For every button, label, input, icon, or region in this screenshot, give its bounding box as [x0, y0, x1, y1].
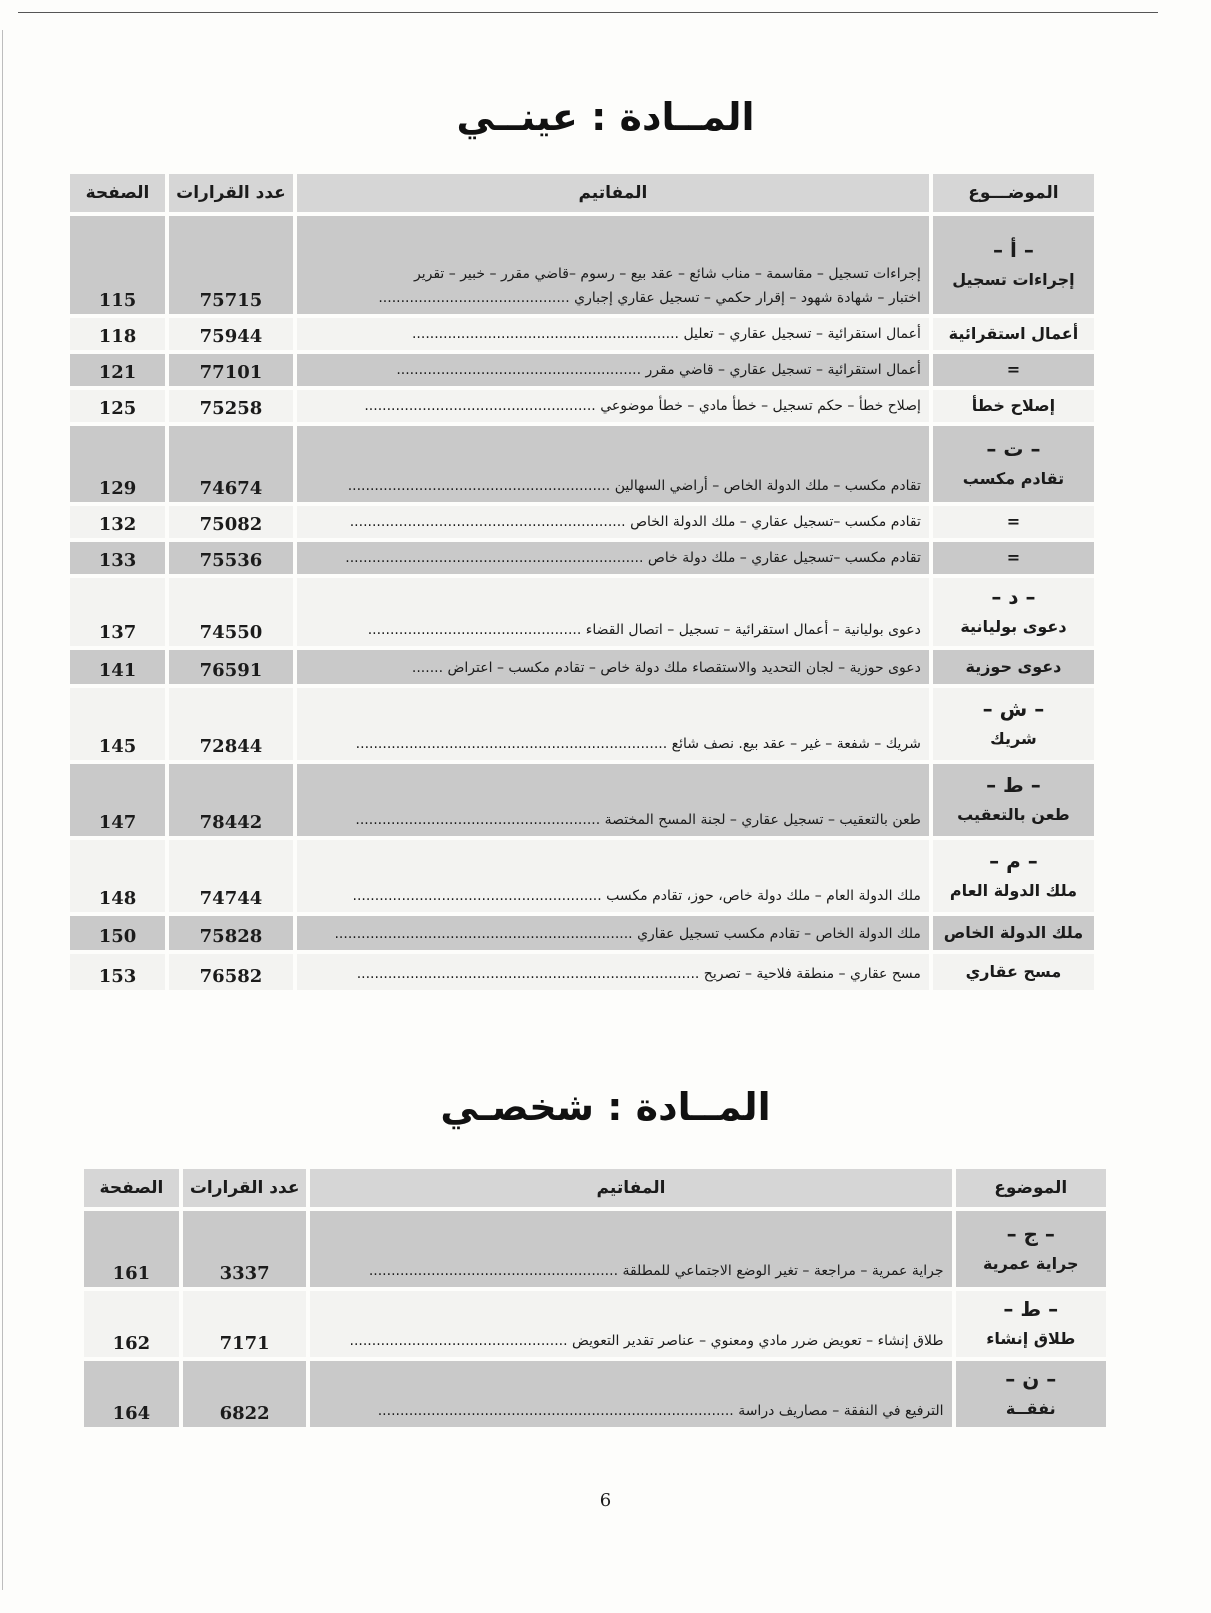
- decision-number-cell: 74744: [169, 840, 293, 912]
- subject-cell: [933, 390, 1094, 422]
- subject-cell: [933, 650, 1094, 684]
- table-row: [70, 578, 1094, 646]
- keyword-line: ملك الدولة الخاص – تقادم مكسب تسجيل عقاري ...................................................................: [334, 926, 921, 942]
- subject-label: دعوى حوزية: [965, 657, 1062, 676]
- index-table-real: [66, 170, 1098, 994]
- letter-heading: – ط –: [986, 773, 1041, 797]
- page-cell: 153: [70, 954, 165, 990]
- page-cell: 161: [84, 1211, 179, 1287]
- subject-cell: [933, 354, 1094, 386]
- keyword-line: إصلاح خطأ – حكم تسجيل – خطأ مادي – خطأ موضوعي ....................................................: [364, 398, 921, 414]
- decision-number-cell: 77101: [169, 354, 293, 386]
- page-cell: 145: [70, 688, 165, 760]
- subject-label: نفقــة: [1005, 1399, 1056, 1418]
- decision-number-cell: 75258: [169, 390, 293, 422]
- keywords-cell: [297, 390, 929, 422]
- letter-heading: – ت –: [986, 437, 1041, 461]
- subject-label: جراية عمرية: [982, 1254, 1079, 1273]
- page-cell: 115: [70, 216, 165, 314]
- page-cell: 133: [70, 542, 165, 574]
- page-cell: 118: [70, 318, 165, 350]
- keyword-line: إجراءات تسجيل – مقاسمة – مناب شائع – عقد بيع – رسوم –قاضي مقرر – خبير – تقرير: [413, 266, 921, 282]
- keywords-cell: [297, 764, 929, 836]
- top-border-line: [18, 12, 1158, 13]
- subject-label: شريك: [990, 729, 1037, 748]
- header-page: الصفحة: [70, 174, 165, 212]
- keywords-cell: [297, 916, 929, 950]
- subject-cell: [933, 688, 1094, 760]
- subject-cell: [933, 916, 1094, 950]
- subject-cell: [933, 542, 1094, 574]
- letter-heading: – د –: [991, 585, 1036, 609]
- header-subject: الموضـــوع: [933, 174, 1094, 212]
- subject-label: إصلاح خطأ: [971, 396, 1056, 415]
- letter-heading: – أ –: [993, 238, 1034, 262]
- table-row: [70, 216, 1094, 314]
- keyword-line: مسح عقاري – منطقة فلاحية – تصريح .............................................................................: [356, 966, 921, 982]
- decision-number-cell: 72844: [169, 688, 293, 760]
- subject-cell: [933, 216, 1094, 314]
- page-cell: 164: [84, 1361, 179, 1427]
- keyword-line: الترفيع في النفقة – مصاريف دراسة ................................................................................: [377, 1403, 944, 1419]
- section-title-personal: المــادة : شخصـي: [440, 1085, 771, 1129]
- table-row: [70, 390, 1094, 422]
- keyword-line: تقادم مكسب –تسجيل عقاري – ملك الدولة الخاص ..............................................................: [349, 514, 921, 530]
- keyword-line: اختبار – شهادة شهود – إقرار حكمي – تسجيل عقاري إجباري ...........................................: [378, 290, 921, 306]
- table-row: [70, 354, 1094, 386]
- table-row: [70, 916, 1094, 950]
- subject-label: =: [1006, 360, 1021, 379]
- keyword-line: جراية عمرية – مراجعة – تغير الوضع الاجتماعي للمطلقة ........................................................: [368, 1263, 944, 1279]
- table-header-row: [84, 1169, 1106, 1207]
- keywords-cell: [297, 954, 929, 990]
- subject-cell: [933, 954, 1094, 990]
- letter-heading: – ن –: [1005, 1367, 1057, 1391]
- keywords-cell: [297, 650, 929, 684]
- header-keywords: المفاتيم: [310, 1169, 951, 1207]
- subject-label: مسح عقاري: [965, 962, 1062, 981]
- decision-number-cell: 75828: [169, 916, 293, 950]
- keyword-line: شريك – شفعة – غير – عقد بيع. نصف شائع ......................................................................: [355, 736, 921, 752]
- subject-cell: [956, 1361, 1106, 1427]
- header-keywords: المفاتيم: [297, 174, 929, 212]
- table-row: [70, 542, 1094, 574]
- subject-cell: [933, 840, 1094, 912]
- subject-cell: [933, 764, 1094, 836]
- subject-label: طعن بالتعقيب: [957, 805, 1070, 824]
- table-row: [70, 840, 1094, 912]
- page-cell: 141: [70, 650, 165, 684]
- letter-heading: – ط –: [1003, 1297, 1059, 1321]
- decision-number-cell: 75944: [169, 318, 293, 350]
- page-cell: 162: [84, 1291, 179, 1357]
- table-row: [70, 688, 1094, 760]
- subject-label: ملك الدولة العام: [949, 881, 1077, 900]
- page-number: 6: [599, 1490, 612, 1511]
- keywords-cell: [297, 354, 929, 386]
- keywords-cell: [297, 688, 929, 760]
- decision-number-cell: 3337: [183, 1211, 307, 1287]
- keywords-cell: [310, 1361, 951, 1427]
- decision-number-cell: 78442: [169, 764, 293, 836]
- subject-cell: [956, 1291, 1106, 1357]
- keyword-line: ملك الدولة العام – ملك دولة خاص، حوز، تقادم مكسب ........................................................: [352, 888, 921, 904]
- page-cell: 121: [70, 354, 165, 386]
- keywords-cell: [297, 578, 929, 646]
- keyword-line: دعوى بوليانية – أعمال استقرائية – تسجيل – اتصال القضاء ................................................: [367, 622, 921, 638]
- decision-number-cell: 7171: [183, 1291, 307, 1357]
- keywords-cell: [297, 542, 929, 574]
- keywords-cell: [297, 216, 929, 314]
- table-header-row: [70, 174, 1094, 212]
- decision-number-cell: 76582: [169, 954, 293, 990]
- subject-label: تقادم مكسب: [962, 469, 1065, 488]
- keywords-cell: [297, 426, 929, 502]
- page-cell: 150: [70, 916, 165, 950]
- table-row: [70, 764, 1094, 836]
- header-decisions: عدد القرارات: [169, 174, 293, 212]
- decision-number-cell: 74550: [169, 578, 293, 646]
- decision-number-cell: 75536: [169, 542, 293, 574]
- decision-number-cell: 6822: [183, 1361, 307, 1427]
- keywords-cell: [297, 506, 929, 538]
- table-row: [84, 1211, 1106, 1287]
- subject-label: إجراءات تسجيل: [952, 270, 1075, 289]
- letter-heading: – ج –: [1006, 1222, 1055, 1246]
- keyword-line: أعمال استقرائية – تسجيل عقاري – تعليل ............................................................: [411, 326, 921, 342]
- page-cell: 148: [70, 840, 165, 912]
- keyword-line: دعوى حوزية – لجان التحديد والاستقصاء ملك دولة خاص – تقادم مكسب – اعتراض .......: [411, 660, 921, 676]
- keyword-line: أعمال استقرائية – تسجيل عقاري – قاضي مقرر .......................................................: [396, 362, 921, 378]
- table-row: [70, 426, 1094, 502]
- section-title-real: المــادة : عينــي: [456, 95, 755, 139]
- header-page: الصفحة: [84, 1169, 179, 1207]
- subject-label: طلاق إنشاء: [986, 1329, 1076, 1348]
- subject-label: دعوى بوليانية: [960, 617, 1067, 636]
- header-decisions: عدد القرارات: [183, 1169, 307, 1207]
- table-row: [70, 650, 1094, 684]
- index-table-personal: [80, 1165, 1110, 1431]
- subject-cell: [933, 506, 1094, 538]
- keywords-cell: [310, 1211, 951, 1287]
- subject-label: =: [1006, 548, 1021, 567]
- decision-number-cell: 76591: [169, 650, 293, 684]
- subject-cell: [956, 1211, 1106, 1287]
- keyword-line: تقادم مكسب –تسجيل عقاري – ملك دولة خاص ...................................................................: [345, 550, 921, 566]
- keyword-line: طلاق إنشاء – تعويض ضرر مادي ومعنوي – عناصر تقدير التعويض .................................................: [349, 1333, 944, 1349]
- keywords-cell: [310, 1291, 951, 1357]
- letter-heading: – م –: [989, 849, 1038, 873]
- keywords-cell: [297, 840, 929, 912]
- subject-label: =: [1006, 512, 1021, 531]
- page-cell: 125: [70, 390, 165, 422]
- subject-cell: [933, 318, 1094, 350]
- decision-number-cell: 74674: [169, 426, 293, 502]
- left-border-line: [2, 30, 3, 1590]
- letter-heading: – ش –: [982, 697, 1045, 721]
- table-row: [84, 1361, 1106, 1427]
- subject-label: أعمال استقرائية: [948, 324, 1079, 343]
- table-row: [70, 318, 1094, 350]
- subject-label: ملك الدولة الخاص: [943, 923, 1084, 942]
- header-subject: الموضوع: [956, 1169, 1106, 1207]
- decision-number-cell: 75082: [169, 506, 293, 538]
- keyword-line: طعن بالتعقيب – تسجيل عقاري – لجنة المسح المختصة .......................................................: [355, 812, 921, 828]
- keywords-cell: [297, 318, 929, 350]
- keyword-line: تقادم مكسب – ملك الدولة الخاص – أراضي السهالين ...........................................................: [347, 478, 921, 494]
- page-cell: 147: [70, 764, 165, 836]
- table-row: [70, 506, 1094, 538]
- page-cell: 137: [70, 578, 165, 646]
- page-cell: 129: [70, 426, 165, 502]
- page-cell: 132: [70, 506, 165, 538]
- table-row: [70, 954, 1094, 990]
- decision-number-cell: 75715: [169, 216, 293, 314]
- subject-cell: [933, 426, 1094, 502]
- table-row: [84, 1291, 1106, 1357]
- subject-cell: [933, 578, 1094, 646]
